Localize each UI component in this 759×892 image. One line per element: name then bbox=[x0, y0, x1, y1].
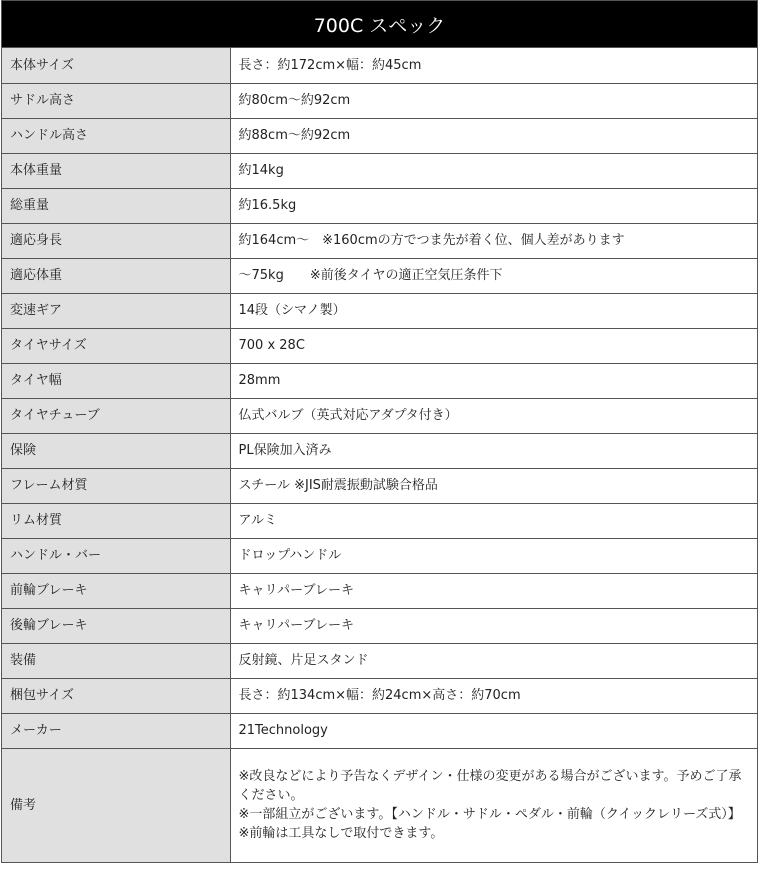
spec-table bbox=[2, 48, 757, 862]
row-label: 後輪ブレーキ bbox=[2, 608, 230, 643]
row-value: スチール ※JIS耐震振動試験合格品 bbox=[230, 468, 757, 503]
row-label: リム材質 bbox=[2, 503, 230, 538]
row-value: 約88cm～約92cm bbox=[230, 118, 757, 153]
table-row bbox=[2, 573, 757, 608]
row-label: タイヤサイズ bbox=[2, 328, 230, 363]
table-row bbox=[2, 328, 757, 363]
table-row bbox=[2, 48, 757, 83]
row-label: 適応身長 bbox=[2, 223, 230, 258]
row-label: 備考 bbox=[2, 748, 230, 862]
row-value: 長さ：約134cm×幅：約24cm×高さ：約70cm bbox=[230, 678, 757, 713]
spec-table-container bbox=[1, 0, 758, 863]
table-row bbox=[2, 223, 757, 258]
row-value: ～75kg ※前後タイヤの適正空気圧条件下 bbox=[230, 258, 757, 293]
row-value: 約14kg bbox=[230, 153, 757, 188]
table-row bbox=[2, 608, 757, 643]
table-row-remarks bbox=[2, 748, 757, 862]
row-value: PL保険加入済み bbox=[230, 433, 757, 468]
row-label: タイヤチューブ bbox=[2, 398, 230, 433]
row-value: 約16.5kg bbox=[230, 188, 757, 223]
table-row bbox=[2, 293, 757, 328]
row-value-remarks: ※改良などにより予告なくデザイン・仕様の変更がある場合がございます。予めご了承ください。 ※一部組立がございます。【ハンドル・サドル・ペダル・前輪（クイックレリーズ式）】 ※前輪は工具なしで取付できます。 bbox=[230, 748, 757, 862]
table-row bbox=[2, 118, 757, 153]
table-row bbox=[2, 643, 757, 678]
row-label: ハンドル・バー bbox=[2, 538, 230, 573]
row-label: フレーム材質 bbox=[2, 468, 230, 503]
table-row bbox=[2, 468, 757, 503]
row-value: 約164cm～ ※160cmの方でつま先が着く位、個人差があります bbox=[230, 223, 757, 258]
row-value: 700 x 28C bbox=[230, 328, 757, 363]
row-label: 変速ギア bbox=[2, 293, 230, 328]
row-label: 梱包サイズ bbox=[2, 678, 230, 713]
row-value: 14段（シマノ製） bbox=[230, 293, 757, 328]
table-row bbox=[2, 503, 757, 538]
row-value: 28mm bbox=[230, 363, 757, 398]
row-value: アルミ bbox=[230, 503, 757, 538]
row-label: 本体サイズ bbox=[2, 48, 230, 83]
row-value: ドロップハンドル bbox=[230, 538, 757, 573]
table-row bbox=[2, 188, 757, 223]
table-row bbox=[2, 538, 757, 573]
row-label: タイヤ幅 bbox=[2, 363, 230, 398]
row-label: 本体重量 bbox=[2, 153, 230, 188]
table-row bbox=[2, 398, 757, 433]
row-label: 前輪ブレーキ bbox=[2, 573, 230, 608]
table-row bbox=[2, 678, 757, 713]
row-value: 21Technology bbox=[230, 713, 757, 748]
row-value: 反射鏡、片足スタンド bbox=[230, 643, 757, 678]
row-value: キャリパーブレーキ bbox=[230, 573, 757, 608]
table-row bbox=[2, 258, 757, 293]
row-value: 仏式バルブ（英式対応アダプタ付き） bbox=[230, 398, 757, 433]
spec-title: 700C スペック bbox=[2, 1, 757, 48]
row-label: 総重量 bbox=[2, 188, 230, 223]
table-row bbox=[2, 713, 757, 748]
row-value: 約80cm～約92cm bbox=[230, 83, 757, 118]
row-value: 長さ：約172cm×幅：約45cm bbox=[230, 48, 757, 83]
row-label: サドル高さ bbox=[2, 83, 230, 118]
table-row bbox=[2, 433, 757, 468]
row-label: 適応体重 bbox=[2, 258, 230, 293]
row-label: メーカー bbox=[2, 713, 230, 748]
table-row bbox=[2, 153, 757, 188]
table-row bbox=[2, 363, 757, 398]
row-label: 装備 bbox=[2, 643, 230, 678]
row-label: 保険 bbox=[2, 433, 230, 468]
table-row bbox=[2, 83, 757, 118]
row-value: キャリパーブレーキ bbox=[230, 608, 757, 643]
row-label: ハンドル高さ bbox=[2, 118, 230, 153]
